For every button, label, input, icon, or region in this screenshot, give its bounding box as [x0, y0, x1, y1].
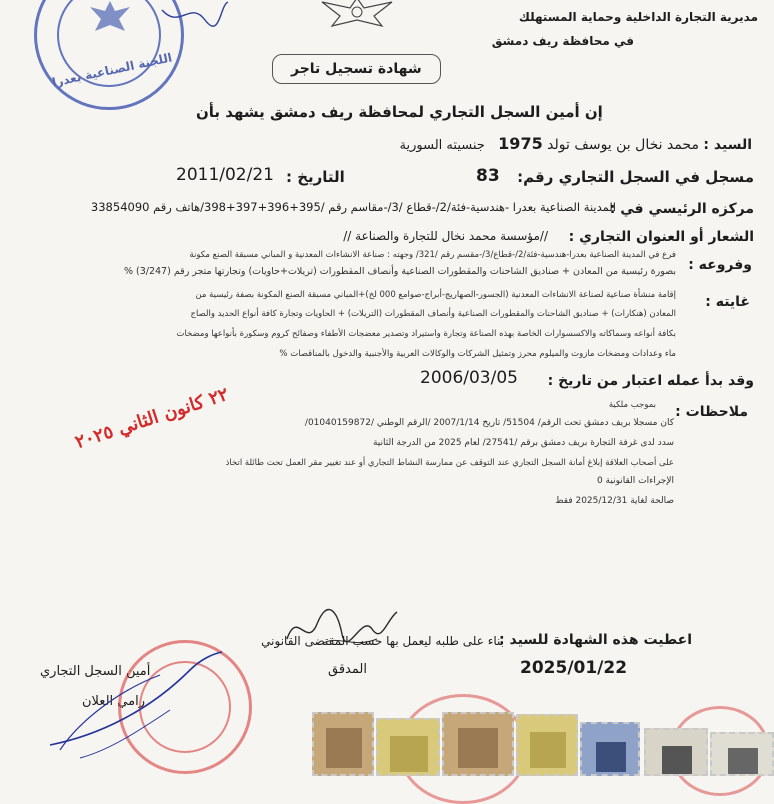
notes-line-4: على أصحاب العلاقة إبلاغ أمانة السجل التجاري عند التوقف عن ممارسة النشاط التجاري أو عند تغيير مقر العمل تحت طائلة اتخاذ — [225, 458, 674, 468]
postage-stamp-6 — [644, 728, 708, 776]
certificate-title: شهادة تسجيل تاجر — [272, 54, 441, 84]
brand-label: الشعار أو العنوان التجاري : — [568, 229, 754, 245]
issued-note: بناء على طلبه ليعمل بها حسب المقتضى القانوني — [261, 634, 504, 648]
auditor-label: المدقق — [328, 662, 367, 677]
pen-scribble-top — [160, 0, 230, 40]
postage-stamp-2 — [376, 718, 440, 776]
hq-label: مركزه الرئيسي في : — [609, 201, 754, 217]
committee-stamp-text: اللجنة الصناعية بعدرا — [50, 50, 174, 90]
notes-label: ملاحظات : — [675, 404, 748, 420]
notes-line-2: كان مسجلا بريف دمشق تحت الرقم/ 51504/ تاريخ 2007/1/14 /الرقم الوطني /01040159872/ — [304, 418, 674, 428]
postage-stamp-7 — [710, 732, 774, 776]
main-heading: إن أمين السجل التجاري لمحافظة ريف دمشق يشهد بأن — [196, 103, 603, 121]
eagle-emblem-icon — [85, 0, 135, 41]
purpose-line-3: بكافة أنواعه وسماكاته والاكسسوارات الخاصة بهذه الصناعة وتجارة واستيراد وتصدير معضجات الأطفاء وصفائح كروم وسكورة بأنواعها ومضخات — [176, 329, 676, 339]
nationality: جنسيته السورية — [399, 138, 485, 153]
postage-building-icon — [326, 728, 362, 768]
branches-label: وفروعه : — [688, 257, 752, 273]
purpose-label: غايته : — [705, 294, 750, 310]
purpose-line-1: إقامة منشأة صناعية لصناعة الانشاءات المعدنية (الجسور-الصهاريج-أبراج-صوامع 000 لخ)+المباني مسبقة الصنع المكونة بصفة رئيسية من — [195, 290, 676, 300]
mr-label: السيد : — [703, 137, 752, 153]
branches-line-2: بصورة رئيسية من المعادن + صناديق الشاحنات والمقطورات الصناعية وأنصاف المقطورات (تريلات+حاويات) وتجارتها متجر رقم (3/247) % — [123, 266, 676, 277]
registry-label: مسجل في السجل التجاري رقم: — [517, 168, 754, 186]
ministry-line-1: مديرية التجارة الداخلية وحماية المستهلك — [518, 10, 758, 24]
notes-line-5: الإجراءات القانونية 0 — [596, 476, 674, 486]
brand-value: //مؤسسة محمد نخال للتجارة والصناعة // — [343, 229, 548, 243]
postage-building-icon — [390, 736, 428, 772]
person-line — [400, 134, 752, 153]
purpose-line-2: المعادن (هنكارات) + صناديق الشاحنات والمقطورات الصناعية وأنصاف المقطورات (التريلات) + الحاويات وتجارة كافة أنواع الحديد والصاج — [190, 309, 676, 319]
notes-line-3: سدد لدى غرفة التجارة بريف دمشق برقم /27541/ لعام 2025 من الدرجة الثانية — [372, 438, 674, 448]
red-date-stamp: ٢٢ كانون الثاني ٢٠٢٥ — [72, 383, 232, 454]
issue-date: 2025/01/22 — [520, 658, 628, 678]
postage-building-icon — [530, 732, 566, 768]
person-name: محمد نخال بن يوسف تولد — [547, 137, 699, 153]
date-value: 2011/02/21 — [176, 165, 274, 185]
notes-line-1: بموجب ملكية — [608, 400, 656, 410]
branches-line-1: فرع في المدينة الصناعية بعدرا-هندسية-فئة/2/-قطاع/3/-مقسم رقم /321/ وجهته : صناعة الانشاءات المعدنية و المباني مسبقة الصنع مكونة — [189, 250, 676, 260]
postage-stamp-5 — [580, 722, 640, 776]
issued-label: اعطيت هذه الشهادة للسيد : — [499, 632, 692, 648]
postage-building-icon — [728, 748, 758, 774]
effective-label: وقد بدأ عمله اعتبار من تاريخ : — [547, 373, 754, 389]
registrar-signature — [40, 650, 230, 760]
ministry-line-2: في محافظة ريف دمشق — [491, 34, 634, 48]
postage-building-icon — [596, 742, 626, 772]
postage-stamp-1 — [312, 712, 374, 776]
postage-building-icon — [458, 728, 498, 768]
postage-building-icon — [662, 746, 692, 774]
hq-value: المدينة الصناعية بعدرا -هندسية-فئة/2/-قطاع /3/-مقاسم رقم /395+396+397+398/هاتف رقم 33854090 — [90, 200, 616, 214]
syria-eagle-icon — [312, 0, 402, 32]
registrar-name: رامي العلان — [82, 694, 145, 709]
purpose-line-4: ماء وعدادات ومضخات مازوت والميلوم محرز وتمثيل الشركات والوكالات العربية والأجنبية والدخول بالمناقصات % — [279, 349, 676, 359]
postage-stamp-4 — [516, 714, 578, 776]
registry-number: 83 — [476, 166, 500, 186]
postage-stamp-3 — [442, 712, 514, 776]
notes-line-6: صالحة لغاية 2025/12/31 فقط — [555, 496, 674, 506]
date-label: التاريخ : — [286, 168, 345, 186]
birth-year: 1975 — [498, 134, 543, 153]
effective-date: 2006/03/05 — [420, 368, 518, 388]
registrar-title: أمين السجل التجاري — [40, 664, 151, 679]
